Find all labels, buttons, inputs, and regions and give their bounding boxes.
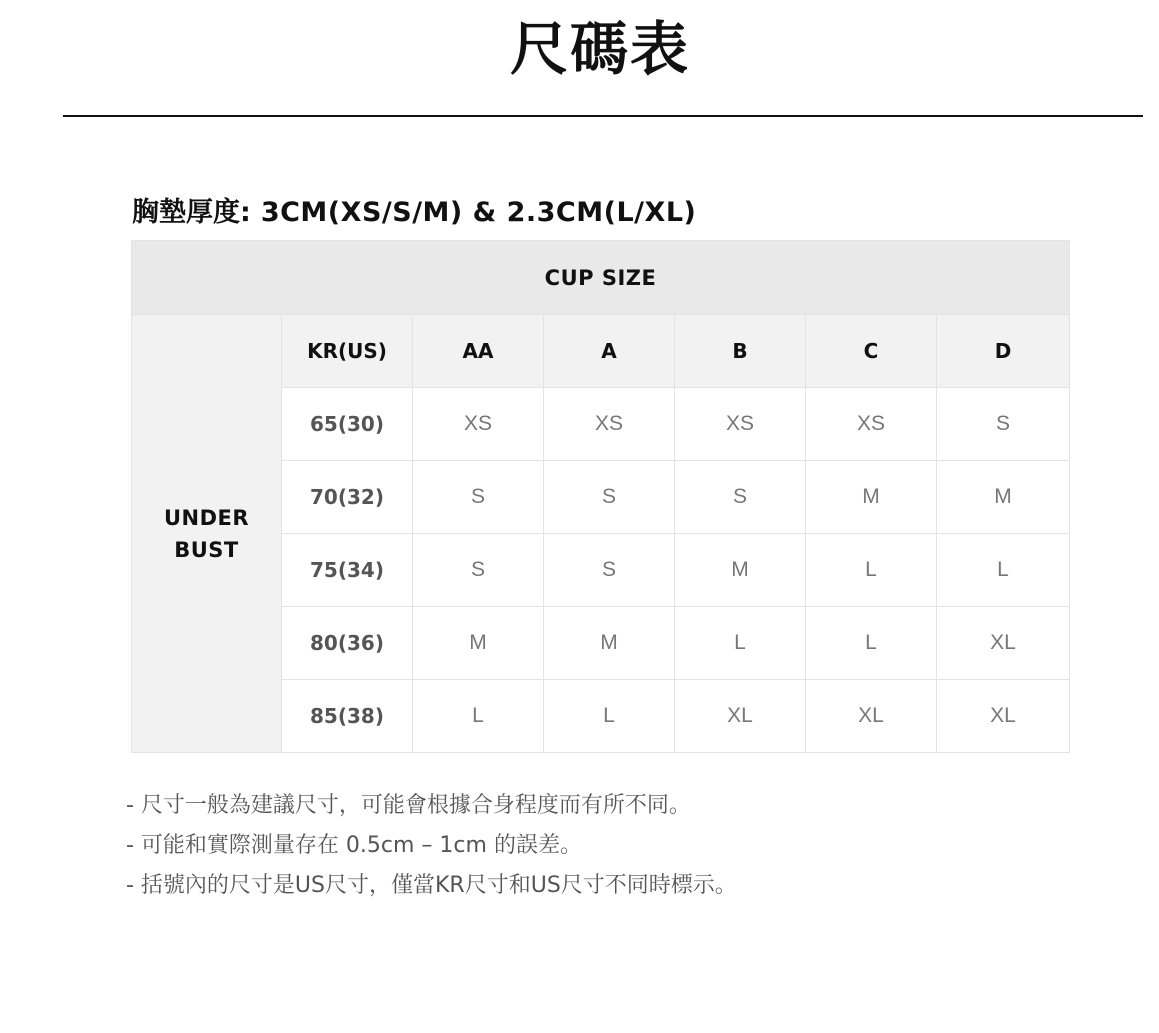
page-title: 尺碼表 <box>509 15 690 83</box>
under-bust-line-2: BUST <box>174 537 239 562</box>
size-cell: M <box>413 607 544 680</box>
col-header-aa: AA <box>413 315 544 388</box>
col-header-c: C <box>806 315 937 388</box>
note-item: - 尺寸一般為建議尺寸，可能會根據合身程度而有所不同。 <box>126 793 691 818</box>
cup-size-header-row <box>132 241 1070 315</box>
size-cell: XS <box>413 388 544 461</box>
size-cell: L <box>806 607 937 680</box>
column-header-row <box>132 315 1070 388</box>
size-chart-table <box>131 240 1070 753</box>
size-cell: L <box>413 680 544 753</box>
padding-thickness-note <box>132 190 696 229</box>
under-bust-line-1: UNDER <box>163 505 250 530</box>
padding-thickness-spec: 3CM(XS/S/M) & 2.3CM(L/XL) <box>260 197 697 228</box>
note-item: - 可能和實際測量存在 0.5cm – 1cm 的誤差。 <box>126 833 582 858</box>
padding-thickness-label: 胸墊厚度: <box>132 197 251 228</box>
size-cell: XS <box>675 388 806 461</box>
cup-size-header: CUP SIZE <box>132 241 1070 315</box>
size-cell: M <box>544 607 675 680</box>
band-size-cell: 70(32) <box>282 461 413 534</box>
size-cell: XL <box>937 607 1070 680</box>
band-size-cell: 75(34) <box>282 534 413 607</box>
col-header-d: D <box>937 315 1070 388</box>
size-cell: XL <box>675 680 806 753</box>
size-cell: XL <box>937 680 1070 753</box>
size-cell: L <box>544 680 675 753</box>
band-size-cell: 85(38) <box>282 680 413 753</box>
size-cell: XL <box>806 680 937 753</box>
size-cell: M <box>806 461 937 534</box>
col-header-a: A <box>544 315 675 388</box>
size-cell: S <box>675 461 806 534</box>
size-cell: S <box>413 534 544 607</box>
size-cell: M <box>675 534 806 607</box>
col-header-kr-us: KR(US) <box>282 315 413 388</box>
size-cell: L <box>806 534 937 607</box>
size-notes <box>126 786 737 906</box>
note-item: - 括號內的尺寸是US尺寸，僅當KR尺寸和US尺寸不同時標示。 <box>126 873 737 898</box>
size-cell: L <box>937 534 1070 607</box>
title-divider <box>63 115 1143 117</box>
band-size-cell: 65(30) <box>282 388 413 461</box>
size-cell: XS <box>806 388 937 461</box>
col-header-b: B <box>675 315 806 388</box>
size-cell: L <box>675 607 806 680</box>
size-cell: S <box>544 461 675 534</box>
under-bust-header <box>132 315 282 753</box>
size-cell: S <box>413 461 544 534</box>
size-cell: XS <box>544 388 675 461</box>
band-size-cell: 80(36) <box>282 607 413 680</box>
size-cell: S <box>544 534 675 607</box>
size-cell: M <box>937 461 1070 534</box>
size-cell: S <box>937 388 1070 461</box>
